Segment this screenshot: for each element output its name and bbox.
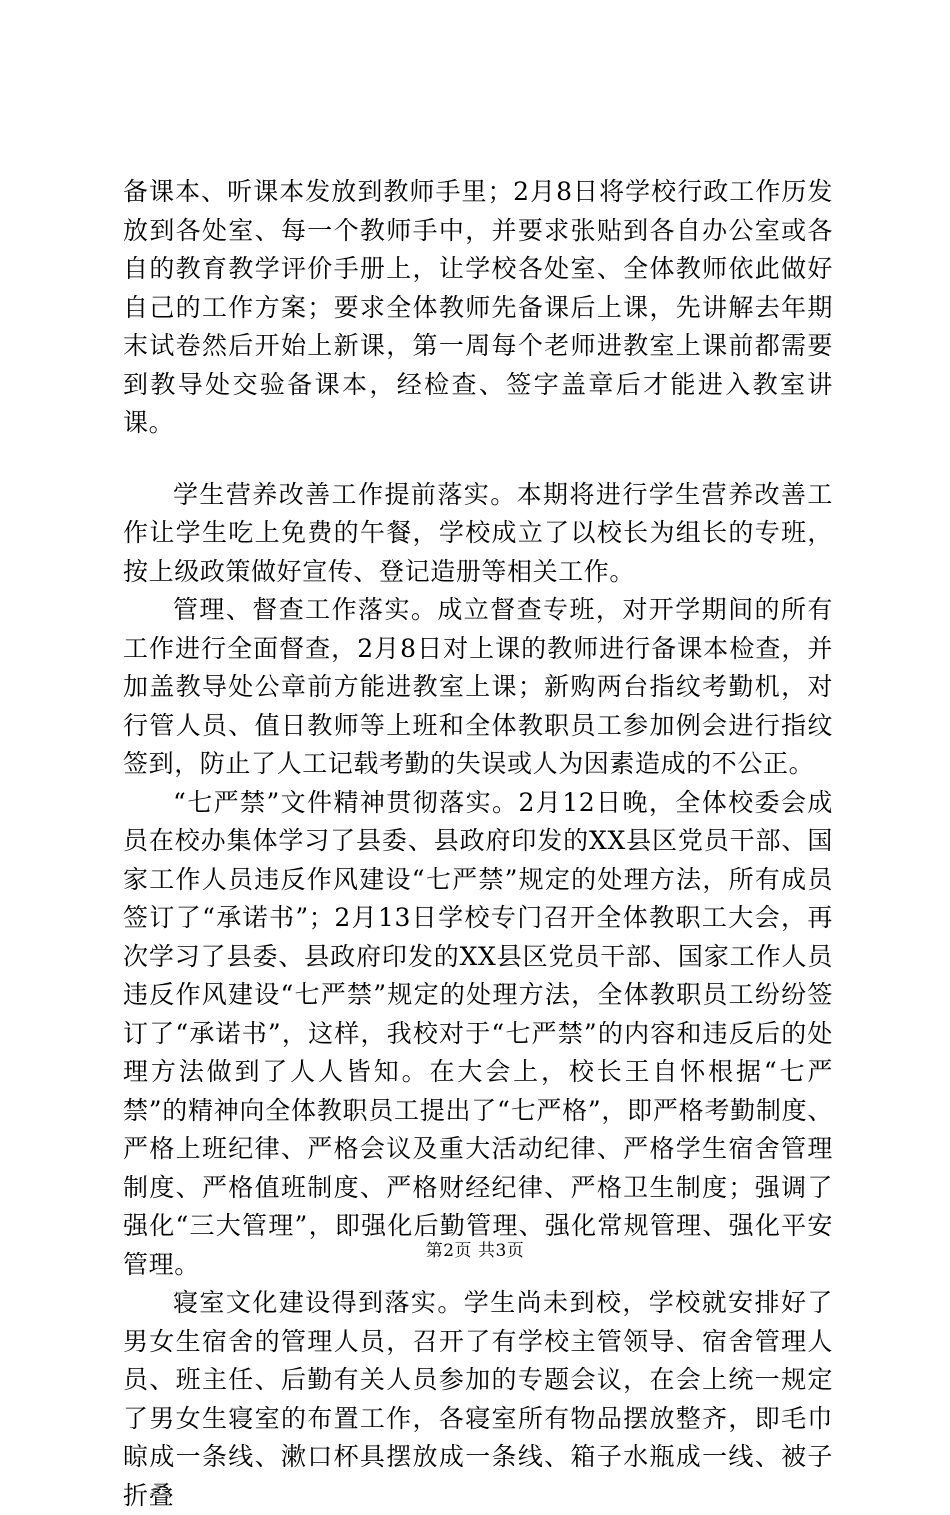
page-footer: 第2页 共3页 <box>425 1241 525 1261</box>
paragraph-nutrition: 学生营养改善工作提前落实。本期将进行学生营养改善工作让学生吃上免费的午餐，学校成立了以校长为组长的专班，按上级政策做好宣传、登记造册等相关工作。 <box>123 479 833 586</box>
paragraph-supervision: 管理、督查工作落实。成立督查专班，对开学期间的所有工作进行全面督查，2月8日对上课的教师进行备课本检查，并加盖教导处公章前方能进教室上课；新购两台指纹考勤机，对行管人员、值日教师等上班和全体教职员工参加例会进行指纹签到，防止了人工记载考勤的失误或人为因素造成的不公正。 <box>123 595 833 778</box>
paragraph-dormitory-culture: 寝室文化建设得到落实。学生尚未到校，学校就安排好了男女生宿舍的管理人员，召开了有学校主管领导、宿舍管理人员、班主任、后勤有关人员参加的专题会议，在会上统一规定了男女生寝室的布置工作，各寝室所有物品摆放整齐，即毛巾晾成一条线、漱口杯具摆放成一条线、箱子水瓶成一线、被子折叠 <box>123 1288 833 1510</box>
paragraph-continued: 备课本、听课本发放到教师手里；2月8日将学校行政工作历发放到各处室、每一个教师手中，并要求张贴到各自办公室或各自的教育教学评价手册上，让学校各处室、全体教师依此做好自己的工作方案；要求全体教师先备课后上课，先讲解去年期末试卷然后开始上新课，第一周每个老师进教室上课前都需要到教导处交验备课本，经检查、签字盖章后才能进入教室讲课。 <box>123 177 833 437</box>
document-body <box>123 173 833 1515</box>
paragraph-seven-prohibitions: “七严禁”文件精神贯彻落实。2月12日晚，全体校委会成员在校办集体学习了县委、县政府印发的XX县区党员干部、国家工作人员违反作风建设“七严禁”规定的处理方法，所有成员签订了“承诺书”；2月13日学校专门召开全体教职工大会，再次学习了县委、县政府印发的XX县区党员干部、国家工作人员违反作风建设“七严禁”规定的处理方法，全体教职员工纷纷签订了“承诺书”，这样，我校对于“七严禁”的内容和违反后的处理方法做到了人人皆知。在大会上，校长王自怀根据“七严禁”的精神向全体教职员工提出了“七严格”，即严格考勤制度、严格上班纪律、严格会议及重大活动纪律、严格学生宿舍管理制度、严格值班制度、严格财经纪律、严格卫生制度；强调了强化“三大管理”，即强化后勤管理、强化常规管理、强化平安管理。 <box>123 787 833 1279</box>
